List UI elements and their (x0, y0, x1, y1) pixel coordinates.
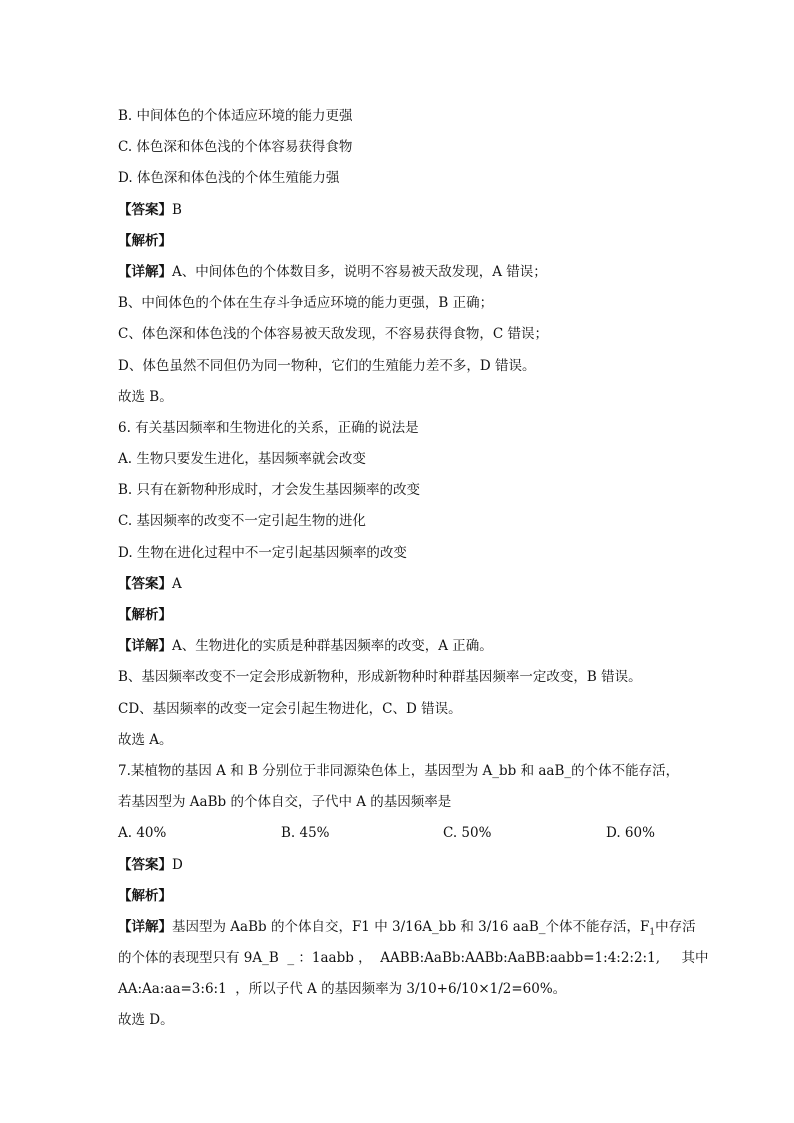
detail-label: 【详解】 (118, 638, 172, 655)
q6-detail-3: CD、基因频率的改变一定会引起生物进化，C、D 错误。 (118, 700, 462, 717)
q5-detail-1 (118, 257, 698, 288)
answer-value: D (172, 856, 183, 873)
detail-text: 基因型为 AaBb 的个体自交，F1 中 3/16A_bb 和 3/16 aaB_个体不能存活，F (172, 918, 650, 935)
q7-option-b: B. 45% (281, 825, 330, 842)
q7-option-a: A. 40% (118, 825, 167, 842)
q6-analysis-label: 【解析】 (118, 607, 172, 623)
q7-stem-1: 7.某植物的基因 A 和 B 分别位于非同源染色体上，基因型为 A_bb 和 aaB_的个体不能存活， (118, 762, 680, 779)
answer-label: 【答案】 (118, 856, 172, 873)
detail-label: 【详解】 (118, 918, 172, 935)
answer-value: B (172, 201, 182, 218)
q6-option-b: B. 只有在新物种形成时，才会发生基因频率的改变 (118, 482, 421, 499)
q7-option-c: C. 50% (443, 825, 492, 842)
q5-option-c: C. 体色深和体色浅的个体容易获得食物 (118, 139, 353, 156)
q7-option-d: D. 60% (606, 825, 655, 842)
q7-analysis-label: 【解析】 (118, 887, 172, 904)
detail-text: A、中间体色的个体数目多，说明不容易被天敌发现，A 错误； (172, 263, 547, 280)
q6-option-d: D. 生物在进化过程中不一定引起基因频率的改变 (118, 544, 407, 561)
answer-label: 【答案】 (118, 201, 172, 218)
q5-analysis-label: 【解析】 (118, 232, 172, 249)
q6-conclusion: 故选 A。 (118, 731, 173, 748)
q7-conclusion: 故选 D。 (118, 1012, 174, 1029)
q6-detail-2: B、基因频率改变不一定会形成新物种，形成新物种时种群基因频率一定改变，B 错误。 (118, 669, 642, 686)
q6-stem: 6. 有关基因频率和生物进化的关系，正确的说法是 (118, 419, 419, 436)
q5-option-d: D. 体色深和体色浅的个体生殖能力强 (118, 170, 340, 187)
q6-option-a: A. 生物只要发生进化，基因频率就会改变 (118, 451, 366, 468)
q5-detail-3: C、体色深和体色浅的个体容易被天敌发现，不容易获得食物，C 错误； (118, 326, 548, 343)
q5-answer (118, 195, 698, 226)
q7-detail-2: 的个体的表现型只有 9A_B _ ：1aabb ， AABB:AaBb:AABb:AaBB:aabb=1:4:2:2:1, 其中 (118, 950, 709, 967)
q5-detail-4: D、体色虽然不同但仍为同一物种，它们的生殖能力差不多，D 错误。 (118, 357, 536, 374)
q7-detail-3: AA:Aa:aa=3:6:1 ，所以子代 A 的基因频率为 3/10+6/10×1/2=60%。 (118, 981, 567, 998)
q7-options (118, 818, 698, 849)
subscript: 1 (649, 927, 656, 938)
q6-detail-1 (118, 631, 698, 662)
detail-text-cont: 中存活 (655, 918, 696, 935)
q5-option-b: B. 中间体色的个体适应环境的能力更强 (118, 108, 353, 124)
q7-answer (118, 850, 698, 881)
detail-text: A、生物进化的实质是种群基因频率的改变，A 正确。 (172, 638, 493, 655)
q7-stem-2: 若基因型为 AaBb 的个体自交，子代中 A 的基因频率是 (118, 794, 452, 811)
answer-label: 【答案】 (118, 575, 172, 592)
detail-label: 【详解】 (118, 263, 172, 280)
answer-value: A (172, 575, 182, 592)
q5-detail-2: B、中间体色的个体在生存斗争适应环境的能力更强，B 正确； (118, 295, 494, 312)
q6-option-c: C. 基因频率的改变不一定引起生物的进化 (118, 513, 366, 530)
q7-detail-1 (118, 912, 698, 943)
q5-conclusion: 故选 B。 (118, 388, 173, 405)
document-page (118, 101, 709, 1037)
q6-answer (118, 569, 698, 600)
